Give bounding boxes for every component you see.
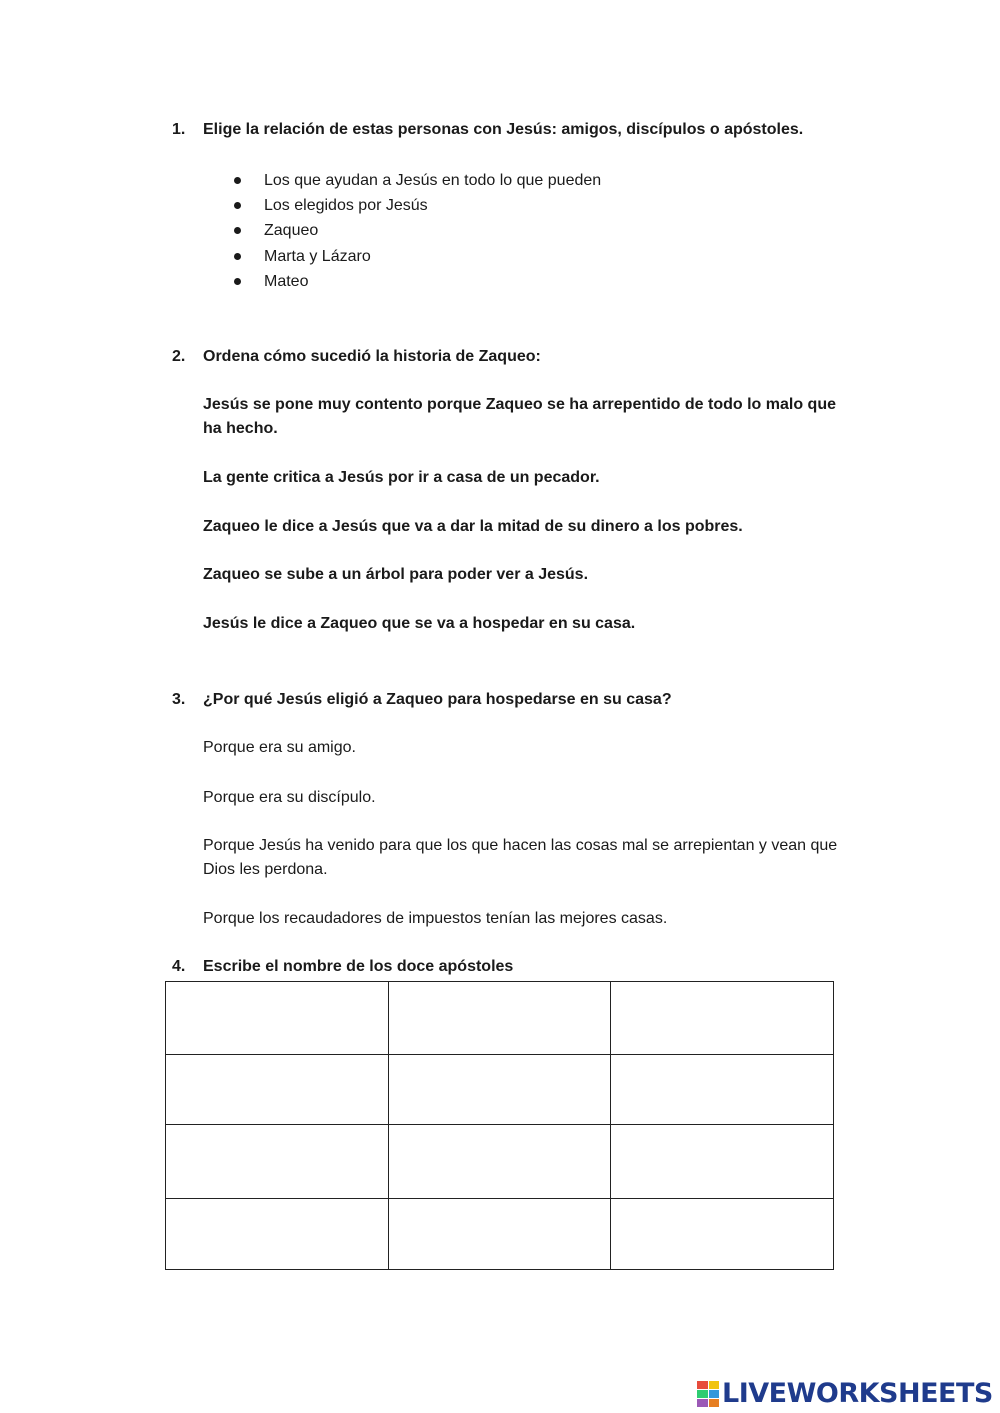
bullet-icon: [234, 227, 241, 234]
answer-cell[interactable]: [611, 982, 834, 1055]
table-row: [166, 1055, 834, 1125]
answer-cell[interactable]: [166, 982, 389, 1055]
answer-option[interactable]: Porque los recaudadores de impuestos tenían las mejores casas.: [203, 910, 668, 927]
question-3-text: ¿Por qué Jesús eligió a Zaqueo para hospedarse en su casa?: [203, 691, 672, 708]
story-step: Jesús le dice a Zaqueo que se va a hospedar en su casa.: [203, 615, 636, 632]
answer-cell[interactable]: [388, 982, 611, 1055]
story-step: Jesús se pone muy contento porque Zaqueo se ha arrepentido de todo lo malo que ha hecho.: [203, 396, 836, 437]
question-4-text: Escribe el nombre de los doce apóstoles: [203, 958, 514, 975]
question-4-title: [172, 955, 513, 979]
bullet-icon: [234, 202, 241, 209]
answer-cell[interactable]: [388, 1055, 611, 1125]
question-3-title: [172, 688, 672, 712]
list-item: Mateo: [233, 269, 601, 294]
story-step: Zaqueo se sube a un árbol para poder ver a Jesús.: [203, 566, 589, 583]
answer-cell[interactable]: [166, 1055, 389, 1125]
question-1-title: [172, 118, 803, 142]
question-1-list: [233, 168, 601, 294]
question-4-number: 4.: [172, 958, 186, 975]
bullet-icon: [234, 278, 241, 285]
answer-cell[interactable]: [388, 1199, 611, 1270]
bullet-icon: [234, 253, 241, 260]
bullet-icon: [234, 177, 241, 184]
answer-cell[interactable]: [166, 1125, 389, 1199]
list-item: Zaqueo: [233, 218, 601, 243]
table-row: [166, 1125, 834, 1199]
question-1-number: 1.: [172, 121, 186, 138]
answer-option[interactable]: Porque era su discípulo.: [203, 789, 376, 806]
list-item: Los que ayudan a Jesús en todo lo que pueden: [233, 168, 601, 193]
answer-cell[interactable]: [388, 1125, 611, 1199]
liveworksheets-logo: [697, 1378, 993, 1410]
answer-option[interactable]: Porque Jesús ha venido para que los que hacen las cosas mal se arrepientan y vean que Dios les perdona.: [203, 837, 838, 878]
table-row: [166, 1199, 834, 1270]
story-step: La gente critica a Jesús por ir a casa de un pecador.: [203, 469, 600, 486]
table-row: [166, 982, 834, 1055]
answer-option[interactable]: Porque era su amigo.: [203, 739, 356, 756]
answer-cell[interactable]: [166, 1199, 389, 1270]
question-3-number: 3.: [172, 691, 186, 708]
logo-mark-icon: [697, 1381, 719, 1407]
question-1-text: Elige la relación de estas personas con Jesús: amigos, discípulos o apóstoles.: [203, 121, 804, 138]
apostles-grid: [165, 981, 834, 1270]
story-step: Zaqueo le dice a Jesús que va a dar la mitad de su dinero a los pobres.: [203, 518, 743, 535]
logo-text: LIVEWORKSHEETS: [722, 1378, 993, 1409]
answer-cell[interactable]: [611, 1055, 834, 1125]
answer-cell[interactable]: [611, 1199, 834, 1270]
question-2-text: Ordena cómo sucedió la historia de Zaqueo:: [203, 348, 541, 365]
list-item: Los elegidos por Jesús: [233, 193, 601, 218]
list-item: Marta y Lázaro: [233, 244, 601, 269]
question-2-title: [172, 345, 541, 369]
question-2-number: 2.: [172, 348, 186, 365]
answer-cell[interactable]: [611, 1125, 834, 1199]
